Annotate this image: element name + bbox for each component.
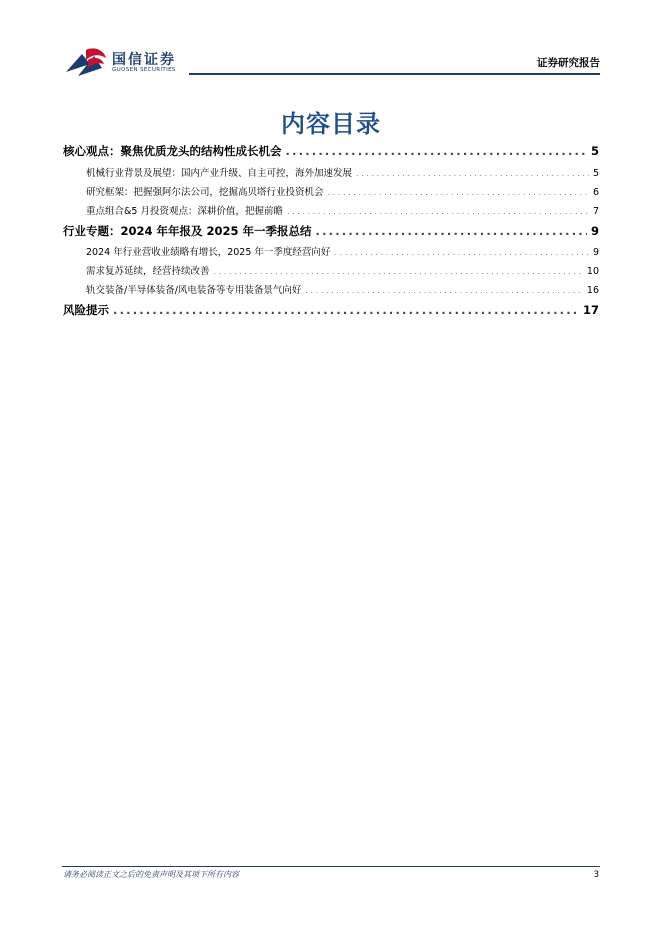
toc-entry-page: 16 (586, 285, 599, 296)
header-divider (189, 73, 600, 75)
logo-english-name: GUOSEN SECURITIES (112, 67, 176, 73)
page-header (0, 0, 662, 80)
toc-leader-dots (214, 267, 583, 276)
toc-leader-dots (316, 224, 587, 238)
toc-title: 内容目录 (281, 110, 381, 138)
toc-leader-dots (328, 188, 589, 197)
toc-entry-text: 核心观点：聚焦优质龙头的结构性成长机会 (63, 144, 282, 158)
toc-entry-page: 7 (592, 206, 599, 217)
page-number: 3 (593, 870, 599, 880)
toc-leader-dots (305, 286, 583, 295)
guosen-logo (64, 46, 188, 78)
toc-leader-dots (113, 303, 579, 317)
toc-entry-text: 需求复苏延续，经营持续改善 (86, 266, 210, 277)
toc-entry-text: 轨交装备/半导体装备/风电装备等专用装备景气向好 (86, 285, 302, 296)
toc-entry[interactable] (86, 165, 599, 180)
toc-entry-page: 9 (590, 224, 599, 238)
toc-entry[interactable] (63, 223, 599, 241)
toc-entry-text: 风险提示 (63, 303, 109, 317)
toc-entry-page: 10 (586, 266, 599, 277)
footer-disclaimer: 请务必阅读正文之后的免责声明及其项下所有内容 (63, 870, 239, 879)
toc-entry-page: 9 (592, 247, 599, 258)
toc-leader-dots (356, 169, 589, 178)
toc-entry-page: 5 (592, 168, 599, 179)
toc-leader-dots (286, 144, 587, 158)
footer-divider (62, 866, 600, 867)
toc-entry-text: 研究框架：把握强阿尔法公司，挖掘高贝塔行业投资机会 (86, 187, 324, 198)
toc-entry[interactable] (86, 263, 599, 278)
toc-entry-text: 行业专题：2024 年年报及 2025 年一季报总结 (63, 224, 312, 238)
toc-entry[interactable] (86, 244, 599, 259)
toc-entry-page: 5 (590, 144, 599, 158)
logo-chinese-name: 国信证券 (112, 52, 176, 68)
toc-entry[interactable] (86, 184, 599, 199)
toc-entry[interactable] (63, 302, 599, 320)
toc-entry[interactable] (86, 282, 599, 297)
report-type-label: 证券研究报告 (537, 57, 600, 69)
toc-entry[interactable] (63, 143, 599, 161)
toc-entry-page: 17 (582, 303, 599, 317)
toc-entry-text: 2024 年行业营收业绩略有增长，2025 年一季度经营向好 (86, 247, 331, 258)
toc-entry-page: 6 (592, 187, 599, 198)
guosen-logo-icon (64, 46, 108, 78)
toc-entry[interactable] (86, 203, 599, 218)
toc-entry-text: 机械行业背景及展望：国内产业升级、自主可控，海外加速发展 (86, 168, 353, 179)
toc-entry-text: 重点组合&5 月投资观点：深耕价值，把握前瞻 (86, 206, 283, 217)
toc-leader-dots (287, 207, 589, 216)
toc-leader-dots (334, 248, 589, 257)
